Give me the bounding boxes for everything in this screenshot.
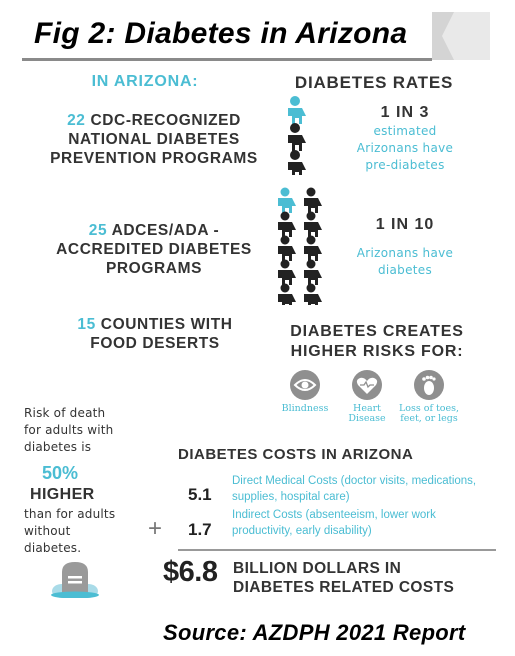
stat-accredited-programs <box>44 221 264 278</box>
risk-label-loss-1: Loss of toes, <box>398 403 460 414</box>
total-cost-line-2: DIABETES RELATED COSTS <box>233 579 455 596</box>
stat-text: CDC-RECOGNIZED NATIONAL DIABETES PREVENTION PROGRAMS <box>50 112 258 167</box>
indirect-cost-value: 1.7 <box>188 520 212 539</box>
indirect-cost-desc-1: Indirect Costs (absenteeism, lower work <box>232 509 436 521</box>
death-text-2: for adults with <box>24 423 114 437</box>
total-divider <box>178 549 496 551</box>
risks-heading-line-2: HIGHER RISKS FOR: <box>290 343 464 360</box>
risk-label-blindness: Blindness <box>281 403 329 414</box>
title-underline <box>22 58 432 61</box>
direct-cost-desc-2: supplies, hospital care) <box>232 491 350 503</box>
death-percent: 50% <box>41 463 79 483</box>
in-arizona-heading: IN ARIZONA: <box>91 73 199 90</box>
risk-label-heart-1: Heart <box>353 403 381 414</box>
diabetes-people-icon <box>275 187 329 305</box>
diabetes-text-2: diabetes <box>377 263 433 277</box>
stat-number: 22 <box>67 112 86 129</box>
risks-heading <box>272 322 482 362</box>
pre-diabetes-text-2: Arizonans have <box>356 141 454 155</box>
risks-heading-line-1: DIABETES CREATES <box>290 323 464 340</box>
death-text-3: diabetes is <box>24 440 92 454</box>
diabetes-text-1: Arizonans have <box>356 246 454 260</box>
costs-heading: DIABETES COSTS IN ARIZONA <box>178 446 414 463</box>
stat-prevention-programs <box>44 111 264 168</box>
death-text-1: Risk of death <box>24 406 106 420</box>
stat-number: 25 <box>88 222 108 239</box>
pre-diabetes-ratio: 1 IN 3 <box>380 104 430 121</box>
pre-diabetes-text-3: pre-diabetes <box>365 158 445 172</box>
direct-cost-value: 5.1 <box>188 485 212 504</box>
heart-icon <box>352 370 382 400</box>
stat-food-deserts <box>62 315 248 353</box>
death-higher: HIGHER <box>30 486 95 503</box>
ribbon-fold-icon <box>432 12 490 60</box>
diabetes-ratio: 1 IN 10 <box>375 216 435 233</box>
stat-text: COUNTIES WITH FOOD DESERTS <box>90 316 233 352</box>
death-text-6: diabetes. <box>24 541 82 555</box>
total-cost-line-1: BILLION DOLLARS IN <box>233 560 402 577</box>
direct-cost-desc-1: Direct Medical Costs (doctor visits, medications, <box>232 475 477 487</box>
stat-text: ADCES/ADA - ACCREDITED DIABETES PROGRAMS <box>56 222 252 277</box>
death-text-5: without <box>24 524 71 538</box>
pre-diabetes-text-1: estimated <box>373 124 437 138</box>
risk-label-loss-2: feet, or legs <box>400 413 458 424</box>
foot-icon <box>414 370 444 400</box>
total-cost-text <box>233 559 454 597</box>
indirect-cost-desc-2: productivity, early disability) <box>232 525 372 537</box>
total-cost-value: $6.8 <box>163 556 218 588</box>
diabetes-rates-heading: DIABETES RATES <box>294 73 454 92</box>
risk-label-heart-2: Disease <box>348 413 386 424</box>
eye-icon <box>290 370 320 400</box>
tombstone-icon <box>48 560 102 598</box>
stat-number: 15 <box>77 316 96 333</box>
source-caption: Source: AZDPH 2021 Report <box>163 620 466 645</box>
pre-diabetes-people-icon <box>283 95 323 175</box>
death-text-4: than for adults <box>24 507 116 521</box>
page-title: Fig 2: Diabetes in Arizona <box>34 17 408 50</box>
plus-sign: + <box>148 515 163 542</box>
